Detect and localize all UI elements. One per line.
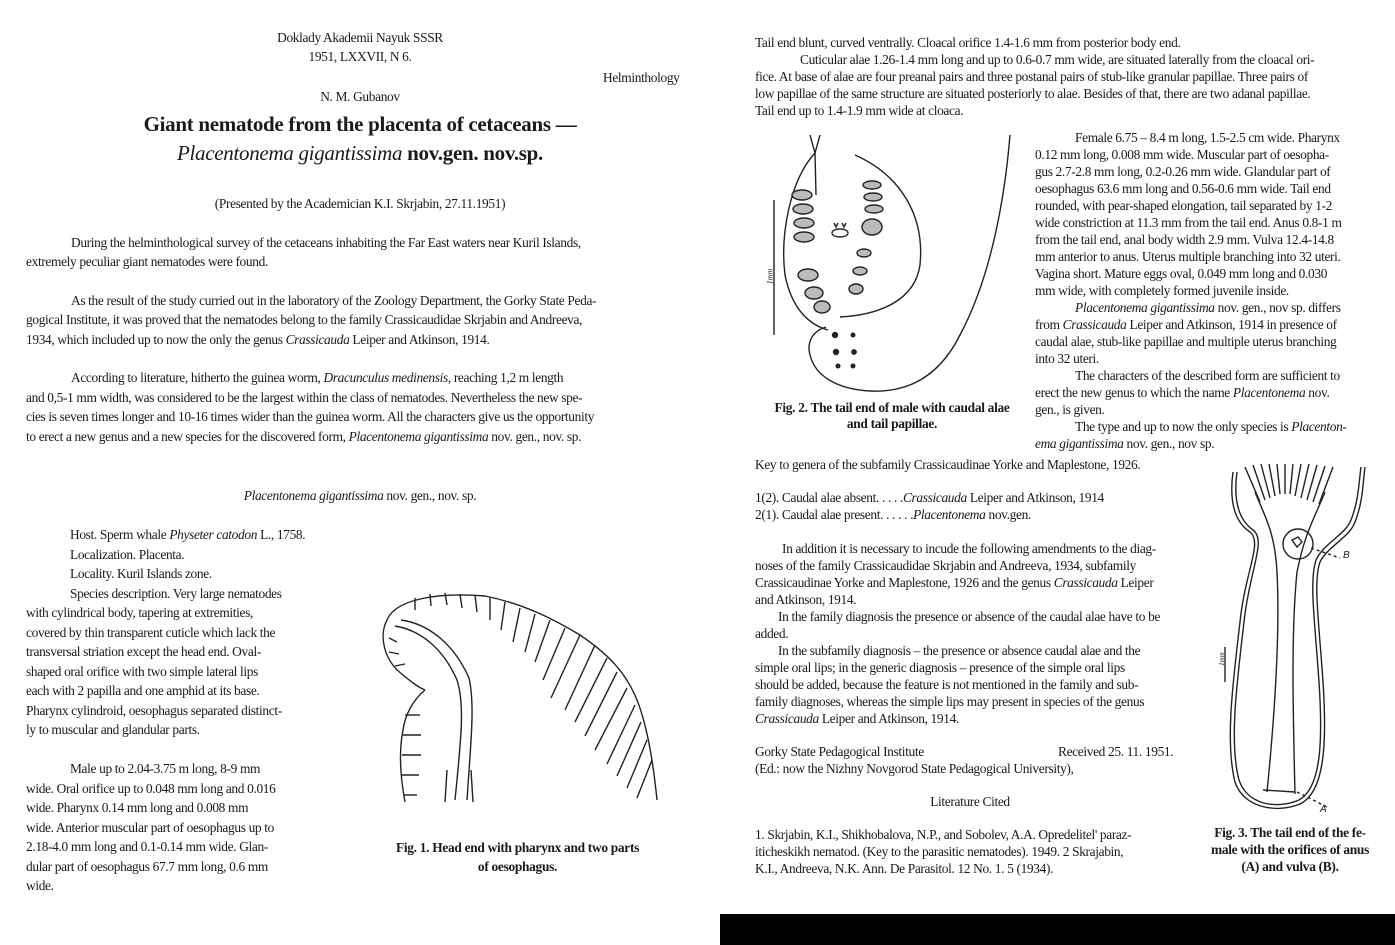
received-date: Received 25. 11. 1951.	[1058, 744, 1174, 759]
male-l1: Male up to 2.04-3.75 m long, 8-9 mm	[70, 761, 261, 776]
female-l10: mm wide, with completely formed juvenile inside.	[1035, 283, 1289, 298]
fig3-caption-l2: male with the orifices of anus	[1211, 842, 1369, 857]
species-desc-l8: ly to muscular and glandular parts.	[26, 722, 200, 737]
presented-by: (Presented by the Academician K.I. Skrjabin, 27.11.1951)	[214, 196, 506, 211]
fig1-caption-l2: of oesophagus.	[477, 859, 558, 874]
male-tail-l5: Tail end up to 1.4-1.9 mm wide at cloaca.	[755, 103, 964, 118]
male-l5: 2.18-4.0 mm long and 0.1-0.14 mm wide. Glan-	[26, 839, 268, 854]
amend-l2: noses of the family Crassicaudidae Skrjabin and Andreeva, 1934, subfamily	[755, 558, 1136, 573]
intro-p3-l4: to erect a new genus and a new species for the discovered form, Placentonema gigantissima nov. gen., nov. sp.	[26, 429, 582, 444]
female-l1: Female 6.75 – 8.4 m long, 1.5-2.5 cm wide. Pharynx	[1075, 130, 1340, 145]
fig2-male-tail-drawing	[760, 135, 1030, 400]
male-tail-l1: Tail end blunt, curved ventrally. Cloacal orifice 1.4-1.6 mm from posterior body end.	[755, 35, 1181, 50]
differs-l3: caudal alae, stub-like papillae and multiple uterus branching	[1035, 334, 1337, 349]
male-tail-l4: low papillae of the same structure are situated posteriorly to alae. Besides of that, there are two adanal papillae.	[755, 86, 1311, 101]
page-title-line2: Placentonema gigantissima nov.gen. nov.sp.	[176, 141, 544, 165]
amend-l10: family diagnoses, whereas the simple lips may present in species of the genus	[755, 694, 1145, 709]
fig2-caption-l2: and tail papillae.	[846, 416, 938, 431]
section-label: Helminthology	[603, 70, 680, 85]
affiliation-note: (Ed.: now the Nizhny Novgorod State Pedagogical University),	[755, 761, 1074, 776]
type-l1: The type and up to now the only species is Placenton-	[1075, 419, 1347, 434]
intro-p3-l3: cies is seven times longer and 10-16 times wider than the guinea worm. All the characters give us the opportunity	[26, 409, 595, 424]
intro-p1-l2: extremely peculiar giant nematodes were found.	[26, 254, 268, 269]
female-l5: rounded, with pear-shaped elongation, tail separated by 1-2	[1035, 198, 1333, 213]
amend-l5: In the family diagnosis the presence or absence of the caudal alae have to be	[778, 609, 1161, 624]
page-title-line1: Giant nematode from the placenta of cetaceans —	[143, 112, 577, 136]
species-desc-l7: Pharynx cylindroid, oesophagus separated distinct-	[26, 703, 282, 718]
female-l7: from the tail end, anal body width 2.9 mm. Vulva 12.4-14.8	[1035, 232, 1334, 247]
affiliation-institute: Gorky State Pedagogical Institute	[755, 744, 924, 759]
species-heading: Placentonema gigantissima nov. gen., nov. sp.	[243, 488, 477, 503]
fig3-caption-l3: (A) and vulva (B).	[1241, 859, 1339, 874]
fig2-scale-label: 1mm	[765, 268, 775, 285]
male-l6: dular part of oesophagus 67.7 mm long, 0.6 mm	[26, 859, 268, 874]
journal-issue: 1951, LXXVII, N 6.	[308, 49, 412, 64]
literature-heading: Literature Cited	[930, 794, 1010, 809]
species-desc-l3: covered by thin transparent cuticle which lack the	[26, 625, 276, 640]
amend-l9: should be added, because the feature is not mentioned in the family and sub-	[755, 677, 1139, 692]
chars-l3: gen., is given.	[1035, 402, 1105, 417]
amend-l11: Crassicauda Leiper and Atkinson, 1914.	[755, 711, 959, 726]
male-l4: wide. Anterior muscular part of oesophagus up to	[26, 820, 274, 835]
intro-p2-l1: As the result of the study curried out in the laboratory of the Zoology Department, the Gorky State Peda-	[71, 293, 597, 308]
fig1-head-end-drawing	[375, 590, 665, 810]
key-item-1: 1(2). Caudal alae absent. . . . .Crassicauda Leiper and Atkinson, 1914	[755, 490, 1104, 505]
differs-l1: Placentonema gigantissima nov. gen., nov sp. differs	[1075, 300, 1341, 315]
male-tail-l3: fice. At base of alae are four preanal pairs and three postanal pairs of stub-like granular papillae. Three pairs of	[755, 69, 1308, 84]
intro-p2-l2: gogical Institute, it was proved that the nematodes belong to the family Crassicaudidae Skrjabin and Andreeva,	[26, 312, 583, 327]
type-l2: ema gigantissima nov. gen., nov sp.	[1035, 436, 1215, 451]
literature-l1: 1. Skrjabin, K.I., Shikhobalova, N.P., and Sobolev, A.A. Opredelitel' paraz-	[755, 827, 1132, 842]
host-line: Host. Sperm whale Physeter catodon L., 1758.	[70, 527, 306, 542]
amend-l7: In the subfamily diagnosis – the presence or absence caudal alae and the	[778, 643, 1141, 658]
amend-l3: Crassicaudinae Yorke and Maplestone, 1926 and the genus Crassicauda Leiper	[755, 575, 1154, 590]
fig1-caption-l1: Fig. 1. Head end with pharynx and two parts	[395, 840, 640, 855]
male-l3: wide. Pharynx 0.14 mm long and 0.008 mm	[26, 800, 249, 815]
literature-l3: K.I., Andreeva, N.K. Ann. De Parasitol. 12 No. 1. 5 (1934).	[755, 861, 1054, 876]
key-item-2: 2(1). Caudal alae present. . . . . .Placentonema nov.gen.	[755, 507, 1031, 522]
fig3-female-tail-drawing	[1215, 462, 1375, 822]
amend-l6: added.	[755, 626, 789, 641]
differs-l4: into 32 uteri.	[1035, 351, 1099, 366]
fig3-scale-label: 1mm	[1217, 652, 1226, 666]
fig2-caption-l1: Fig. 2. The tail end of male with caudal alae	[774, 400, 1010, 415]
chars-l2: erect the new genus to which the name Placentonema nov.	[1035, 385, 1330, 400]
species-desc-l1: Species description. Very large nematodes	[70, 586, 282, 601]
species-desc-l4: transversal striation except the head end. Oval-	[26, 644, 261, 659]
fig3-label-a: A	[1320, 804, 1327, 815]
title-species: Placentonema gigantissima	[176, 141, 403, 165]
female-l4: oesophagus 63.6 mm long and 0.56-0.6 mm wide. Tail end	[1035, 181, 1331, 196]
amend-l4: and Atkinson, 1914.	[755, 592, 857, 607]
species-desc-l5: shaped oral orifice with two simple lateral lips	[26, 664, 258, 679]
key-heading: Key to genera of the subfamily Crassicaudinae Yorke and Maplestone, 1926.	[755, 457, 1141, 472]
intro-p1-l1: During the helminthological survey of the cetaceans inhabiting the Far East waters near Kuril Islands,	[71, 235, 581, 250]
intro-p3-l1: According to literature, hitherto the guinea worm, Dracunculus medinensis, reaching 1,2 m length	[71, 370, 564, 385]
literature-l2: iticheskikh nematod. (Key to the parasitic nematodes). 1949. 2 Skrajabin,	[755, 844, 1124, 859]
fig3-label-b: B	[1343, 550, 1350, 561]
amend-l8: simple oral lips; in the generic diagnosis – presence of the simple oral lips	[755, 660, 1125, 675]
intro-p2-l3: 1934, which included up to now the only the genus Crassicauda Leiper and Atkinson, 1914.	[26, 332, 490, 347]
intro-p3-l2: and 0,5-1 mm width, was considered to be the largest within the class of nematodes. Nevertheless the new spe-	[26, 390, 583, 405]
female-l6: wide constriction at 11.3 mm from the tail end. Anus 0.8-1 m	[1035, 215, 1342, 230]
species-desc-l2: with cylindrical body, tapering at extremities,	[26, 605, 253, 620]
female-l8: mm anterior to anus. Uterus multiple branching into 32 uteri.	[1035, 249, 1341, 264]
author: N. M. Gubanov	[320, 89, 400, 104]
locality-line: Locality. Kuril Islands zone.	[70, 566, 212, 581]
differs-l2: from Crassicauda Leiper and Atkinson, 1914 in presence of	[1035, 317, 1337, 332]
amend-l1: In addition it is necessary to incude the following amendments to the diag-	[782, 541, 1156, 556]
localization-line: Localization. Placenta.	[70, 547, 185, 562]
journal-name: Doklady Akademii Nayuk SSSR	[277, 30, 443, 45]
female-l3: gus 2.7-2.8 mm long, 0.2-0.26 mm wide. Glandular part of	[1035, 164, 1331, 179]
fig3-caption-l1: Fig. 3. The tail end of the fe-	[1214, 825, 1366, 840]
black-bar	[720, 914, 1395, 945]
species-desc-l6: each with 2 papilla and one amphid at its base.	[26, 683, 260, 698]
male-l2: wide. Oral orifice up to 0.048 mm long and 0.016	[26, 781, 276, 796]
female-l2: 0.12 mm long, 0.008 mm wide. Muscular part of oesopha-	[1035, 147, 1329, 162]
chars-l1: The characters of the described form are sufficient to	[1075, 368, 1340, 383]
male-l7: wide.	[26, 878, 54, 893]
male-tail-l2: Cuticular alae 1.26-1.4 mm long and up to 0.6-0.7 mm wide, are situated laterally from the cloacal ori-	[800, 52, 1315, 67]
female-l9: Vagina short. Mature eggs oval, 0.049 mm long and 0.030	[1035, 266, 1328, 281]
